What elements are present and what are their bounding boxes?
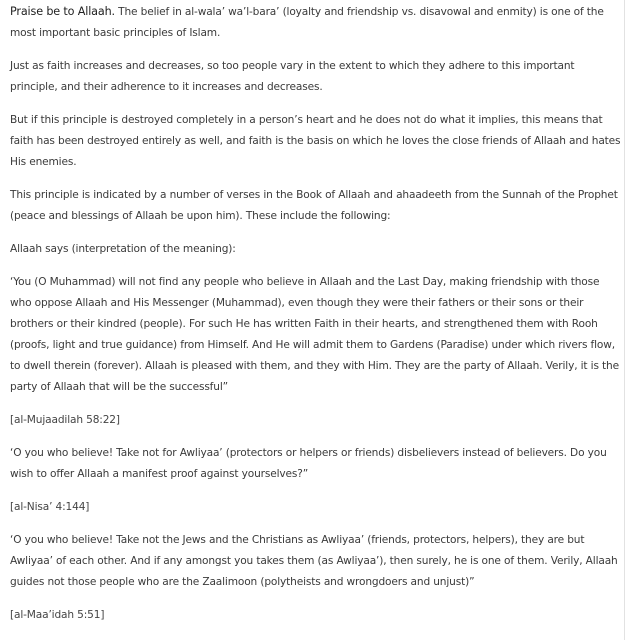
verse-quote-mujaadilah: ‘You (O Muhammad) will not find any people who believe in Allaah and the Last Day, making friendship with those who oppose Allaah and His Messenger (Muhammad), even though they were their fathers or their sons or their brothers or their kindred (people). For such He has written Faith in their hearts, and strengthened them with Rooh (proofs, light and true guidance) from Himself. And He will admit them to Gardens (Paradise) under which rivers flow, to dwell therein (forever). Allaah is pleased with them, and they with Him. They are the party of Allaah. Verily, it is the party of Allaah that will be the successful”	[10, 276, 619, 393]
paragraph-intro	[10, 1, 621, 44]
paragraph-faith-varies: Just as faith increases and decreases, so too people vary in the extent to which they adhere to this important principle, and their adherence to it increases and decreases.	[10, 60, 575, 93]
paragraph-principle-destroyed: But if this principle is destroyed completely in a person’s heart and he does not do what it implies, this means that faith has been destroyed entirely as well, and faith is the basis on which he loves the close friends of Allaah and hates His enemies.	[10, 114, 621, 168]
paragraph-text: The belief in al-wala’ wa’l-bara’ (loyalty and friendship vs. disavowal and enmity) is one of the most important basic principles of Islam.	[10, 6, 604, 39]
verse-reference-nisa: [al-Nisa’ 4:144]	[10, 501, 90, 513]
paragraph-evidence-intro: This principle is indicated by a number of verses in the Book of Allaah and ahaadeeth from the Sunnah of the Prophet (peace and blessings of Allaah be upon him). These include the following:	[10, 189, 618, 222]
opening-praise: Praise be to Allaah.	[10, 5, 115, 18]
paragraph-allaah-says: Allaah says (interpretation of the meaning):	[10, 243, 236, 255]
verse-reference-mujaadilah: [al-Mujaadilah 58:22]	[10, 414, 120, 426]
verse-quote-nisa: ‘O you who believe! Take not for Awliyaa’ (protectors or helpers or friends) disbelievers instead of believers. Do you wish to offer Allaah a manifest proof against yourselves?”	[10, 447, 607, 480]
verse-reference-maaidah: [al-Maa’idah 5:51]	[10, 609, 105, 621]
verse-quote-maaidah: ‘O you who believe! Take not the Jews and the Christians as Awliyaa’ (friends, protectors, helpers), they are but Awliyaa’ of each other. And if any amongst you takes them (as Awliyaa’), then surely, he is one of them. Verily, Allaah guides not those people who are the Zaalimoon (polytheists and wrongdoers and unjust)”	[10, 534, 618, 588]
